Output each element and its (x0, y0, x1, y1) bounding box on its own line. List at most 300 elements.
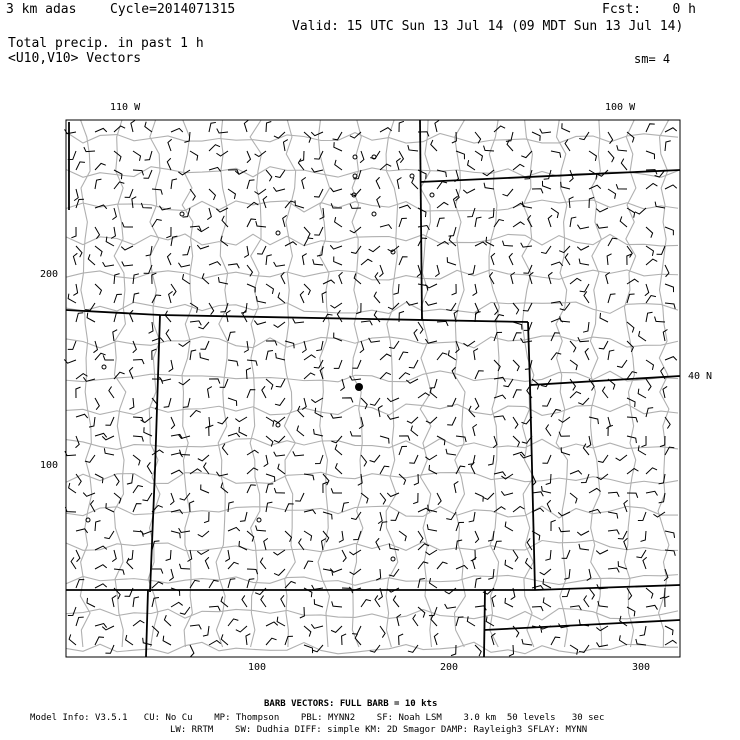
wind-barb (152, 189, 162, 195)
wind-barb (164, 615, 171, 626)
wind-barb (266, 351, 273, 360)
wind-barb (393, 284, 399, 294)
wind-barb (143, 170, 152, 178)
wind-barb (608, 350, 614, 360)
wind-barb (646, 227, 653, 238)
wind-barb (370, 398, 380, 405)
wind-barb (228, 189, 235, 199)
wind-barb (297, 426, 304, 436)
wind-barb (494, 377, 505, 381)
barb-legend: BARB VECTORS: FULL BARB = 10 kts (264, 699, 438, 709)
wind-barb (304, 355, 316, 360)
wind-barb (111, 227, 115, 238)
wind-barb (217, 129, 228, 133)
wind-barb (446, 303, 456, 311)
wind-barb (616, 184, 627, 189)
wind-barb (198, 455, 209, 461)
wind-barb (236, 626, 247, 632)
wind-barb (109, 386, 114, 398)
wind-barb (361, 398, 367, 409)
valid-time: Valid: 15 UTC Sun 13 Jul 14 (09 MDT Sun 13 Jul 14) (292, 19, 684, 34)
wind-barb (76, 550, 80, 562)
wind-barb (304, 531, 312, 541)
county-line (66, 270, 678, 280)
county-line (284, 120, 296, 647)
station-marker (276, 231, 280, 235)
wind-barb (434, 633, 438, 645)
wind-barb (209, 580, 219, 588)
wind-barb (513, 360, 519, 371)
wind-barb (311, 168, 323, 172)
wind-barb (228, 264, 239, 268)
wind-barb (430, 388, 437, 398)
wind-barb (551, 262, 563, 266)
wind-barb (266, 638, 277, 645)
wind-barb (380, 493, 386, 504)
latitude-label-40n: 40 N (688, 371, 713, 382)
wind-barb (380, 164, 391, 170)
wind-barb (171, 470, 183, 474)
wind-barb (646, 491, 658, 495)
wind-barb (122, 261, 133, 265)
wind-barb (353, 531, 361, 540)
wind-barb (102, 626, 114, 630)
wind-barb (95, 163, 106, 170)
county-line (318, 120, 330, 647)
wind-barb (437, 218, 445, 227)
wind-barb (314, 599, 323, 607)
wind-barb (164, 398, 171, 407)
field-title: Total precip. in past 1 h (8, 36, 204, 51)
wind-barb (73, 284, 77, 295)
wind-barb (314, 227, 323, 235)
wind-barb (285, 581, 296, 588)
wind-barb (76, 313, 83, 322)
wind-barb (585, 348, 589, 360)
wind-barb (302, 177, 306, 189)
wind-barb (228, 562, 239, 569)
wind-barb (399, 436, 410, 441)
wind-barb (543, 597, 551, 607)
wind-barb (247, 468, 258, 474)
wind-barb (283, 140, 287, 151)
wind-barb (583, 322, 589, 332)
wind-barb (247, 569, 258, 574)
wind-barb (619, 635, 627, 645)
wind-barb (577, 225, 589, 229)
wind-barb (179, 379, 190, 385)
wind-barb (335, 217, 342, 227)
wind-barb (399, 531, 406, 541)
state-line (484, 590, 485, 657)
wind-barb (607, 254, 611, 265)
wind-barb (475, 578, 481, 588)
wind-barb (665, 141, 671, 151)
wind-barb (551, 333, 560, 341)
wind-barb (300, 291, 304, 303)
wind-barb (494, 416, 505, 420)
wind-barb (551, 637, 560, 645)
forecast-hour: Fcst: 0 h (602, 2, 696, 17)
wind-barb (235, 417, 247, 422)
cycle-label: Cycle=2014071315 (110, 2, 236, 17)
wind-barb (311, 132, 323, 136)
wind-barb (65, 507, 76, 512)
wind-barb (275, 398, 285, 405)
wind-barb (391, 512, 399, 520)
wind-barb (91, 500, 95, 512)
wind-barb (378, 512, 382, 524)
wind-barb (418, 531, 423, 543)
county-line (489, 120, 499, 647)
wind-barb (589, 151, 596, 161)
wind-barb (408, 145, 418, 151)
wind-barb (627, 279, 639, 284)
wind-barb (334, 360, 342, 368)
wind-barb (114, 493, 121, 504)
wind-barb (304, 373, 315, 379)
wind-barb (646, 312, 653, 322)
wind-barb (228, 360, 238, 366)
wind-barb (76, 387, 81, 398)
wind-barb (532, 492, 543, 496)
city-dot (355, 383, 363, 391)
wind-barb (171, 179, 177, 189)
wind-barb (513, 436, 519, 447)
wind-barb (71, 227, 76, 238)
wind-barb (179, 564, 190, 569)
wind-barb (68, 341, 76, 349)
wind-barb (204, 463, 209, 474)
wind-barb (266, 255, 272, 265)
wind-barb (125, 189, 133, 197)
wind-barb (256, 296, 266, 303)
wind-barb (225, 550, 229, 561)
wind-barb (587, 436, 591, 448)
wind-barb (149, 322, 153, 333)
wind-barb (200, 341, 209, 349)
wind-barb (407, 417, 418, 423)
wind-barb (254, 321, 266, 325)
model-info-line2: LW: RRTM SW: Dudhia DIFF: simple KM: 2D Smagor DAMP: Rayleigh3 SFLAY: MYNN (170, 725, 588, 735)
wind-barb (76, 162, 85, 170)
wind-barb (503, 189, 513, 196)
wind-barb (570, 379, 575, 390)
wind-barb (425, 301, 437, 305)
wind-barb (456, 522, 464, 531)
wind-barb (247, 579, 254, 588)
county-line (182, 120, 193, 647)
wind-barb (266, 484, 273, 493)
wind-barb (369, 246, 380, 252)
wind-barb (468, 160, 475, 170)
wind-barb (190, 625, 201, 629)
state-line (146, 590, 148, 657)
wind-barb (293, 451, 304, 455)
wind-barb (166, 227, 171, 238)
wind-barb (339, 272, 343, 284)
wind-barb (228, 502, 234, 512)
wind-barb (376, 177, 380, 189)
wind-barb (266, 284, 273, 294)
wind-barb (180, 607, 190, 614)
wind-barb (488, 569, 494, 579)
wind-barb (167, 253, 171, 265)
wind-barb (489, 208, 494, 218)
wind-barb (526, 558, 532, 569)
wind-barb (114, 313, 121, 322)
wind-barb (449, 227, 456, 236)
wind-barb (437, 182, 447, 189)
wind-barb (165, 311, 171, 322)
wind-barb (266, 170, 272, 181)
wind-barb (334, 257, 342, 265)
wind-barb (255, 588, 266, 595)
county-line (66, 132, 678, 143)
wind-barb (95, 624, 107, 628)
wind-barb (570, 471, 582, 475)
wind-barb (95, 433, 107, 437)
wind-barb (492, 595, 496, 607)
wind-barb (608, 512, 618, 519)
wind-barb (293, 319, 304, 323)
wind-barb (513, 550, 518, 562)
wind-barb (540, 129, 551, 133)
wind-barb (360, 151, 364, 163)
wind-barb (545, 550, 551, 560)
wind-barb (505, 560, 513, 569)
wind-barb (665, 128, 677, 132)
wind-barb (114, 474, 119, 486)
wind-barb (257, 246, 266, 254)
wind-barb (216, 151, 228, 156)
wind-barb (133, 274, 139, 284)
wind-barb (274, 452, 285, 456)
wind-barb (616, 455, 627, 461)
wind-barb (375, 595, 380, 607)
wind-barb (112, 208, 116, 220)
wind-barb (608, 189, 616, 199)
wind-barb (437, 353, 447, 360)
wind-barb (370, 455, 380, 462)
wind-barb (103, 262, 114, 266)
county-line (522, 120, 534, 647)
county-line (658, 120, 669, 647)
wind-barb (665, 626, 673, 635)
wind-barb (330, 188, 342, 192)
wind-barb (266, 341, 277, 346)
wind-barb (228, 527, 240, 531)
wind-barb (133, 151, 141, 161)
wind-barb (256, 526, 266, 531)
wind-barb (276, 353, 285, 360)
wind-barb (494, 303, 498, 315)
wind-barb (646, 124, 655, 132)
wind-barb (474, 349, 478, 360)
wind-barb (152, 295, 161, 303)
wind-barb (133, 455, 140, 465)
wind-barb (589, 488, 601, 493)
wind-barb (387, 493, 399, 497)
wind-barb (435, 265, 439, 277)
wind-barb (264, 538, 268, 550)
wind-barb (597, 642, 608, 646)
wind-barb (339, 531, 343, 542)
wind-barb (350, 204, 361, 209)
wind-barb (315, 455, 323, 464)
wind-barb (247, 531, 254, 542)
wind-barb (579, 544, 589, 550)
wind-barb (502, 241, 513, 246)
wind-barb (617, 145, 627, 151)
wind-barb (627, 493, 638, 498)
wind-barb (274, 262, 285, 266)
wind-barb (448, 350, 456, 360)
wind-barb (437, 493, 441, 505)
wind-barb (475, 531, 479, 543)
wind-barb (71, 557, 76, 569)
wind-barb (335, 463, 342, 474)
wind-barb (409, 455, 418, 463)
x-tick-200: 200 (440, 662, 459, 673)
wind-barb (376, 569, 381, 580)
wind-barb (546, 424, 551, 436)
wind-barb (169, 291, 173, 303)
wind-barb (105, 645, 114, 653)
wind-barb (129, 310, 133, 322)
wind-barb (87, 598, 95, 607)
wind-barb (646, 246, 653, 256)
wind-barb (451, 645, 456, 656)
x-tick-100: 100 (248, 662, 267, 673)
station-marker (180, 212, 184, 216)
wind-barb (513, 222, 525, 227)
wind-barb (507, 140, 513, 151)
wind-barb (589, 197, 594, 208)
wind-barb (260, 558, 266, 569)
wind-barb (413, 493, 418, 504)
state-line (66, 310, 528, 322)
station-marker (102, 365, 106, 369)
county-line (66, 506, 678, 518)
wind-barb (132, 197, 136, 208)
wind-barb (520, 454, 532, 458)
wind-barb (494, 472, 506, 476)
wind-barb (246, 634, 250, 645)
station-marker (430, 193, 434, 197)
wind-barb (399, 474, 406, 485)
wind-barb (133, 417, 143, 422)
wind-barb (646, 296, 656, 303)
wind-barb (596, 208, 608, 212)
wind-barb (513, 506, 524, 512)
wind-barb (228, 398, 237, 406)
wind-barb (505, 522, 513, 531)
wind-barb (201, 485, 209, 493)
wind-barb (337, 310, 342, 322)
wind-barb (76, 414, 88, 418)
wind-barb (361, 600, 371, 607)
wind-barb (475, 217, 481, 227)
wind-barb (551, 353, 561, 360)
wind-barb (87, 313, 95, 322)
wind-barb (114, 294, 122, 303)
wind-barb (84, 147, 95, 152)
wind-barb (475, 371, 484, 379)
wind-barb (171, 128, 183, 132)
wind-barb (145, 151, 152, 160)
wind-barb (266, 622, 278, 626)
wind-barb (222, 444, 228, 455)
wind-barb (273, 187, 285, 191)
wind-barb (180, 493, 190, 500)
wind-barb (190, 580, 200, 588)
wind-barb (209, 262, 221, 266)
county-line (66, 200, 678, 212)
wind-barb (589, 185, 601, 189)
wind-barb (93, 341, 97, 353)
wind-barb (278, 293, 285, 303)
wind-barb (560, 316, 570, 322)
wind-barb (399, 151, 403, 163)
wind-barb (374, 292, 380, 303)
wind-barb (447, 417, 456, 425)
wind-barb (513, 390, 522, 398)
wind-barb (152, 219, 162, 227)
wind-barb (657, 246, 665, 254)
wind-barb (454, 481, 458, 493)
wind-barb (635, 208, 646, 214)
wind-barb (95, 584, 107, 588)
wind-barb (596, 550, 608, 554)
wind-barb (276, 379, 285, 387)
wind-barb (589, 588, 594, 599)
wind-barb (228, 579, 235, 588)
wind-barb (350, 569, 361, 575)
wind-barb (266, 417, 274, 427)
wind-barb (228, 619, 238, 626)
state-line (420, 120, 422, 320)
wind-barb (244, 246, 248, 257)
wind-barb (655, 202, 665, 208)
wind-barb (665, 357, 677, 361)
wind-barb (646, 379, 651, 391)
wind-barb (437, 321, 448, 326)
wind-barb (133, 597, 139, 607)
wind-barb (168, 139, 172, 151)
wind-barb (190, 645, 194, 657)
wind-barb (314, 151, 323, 159)
model-name: 3 km adas (6, 2, 77, 17)
wind-barb (190, 350, 196, 360)
wind-barb (95, 398, 99, 410)
wind-barb (76, 246, 82, 257)
wind-barb (584, 595, 589, 607)
wind-barb (275, 170, 285, 177)
wind-barb (166, 550, 171, 560)
wind-barb (121, 246, 133, 250)
wind-barb (427, 524, 437, 531)
wind-barb (608, 151, 614, 162)
wind-barb (429, 379, 437, 388)
wind-barb (663, 386, 667, 398)
wind-barb (95, 284, 101, 295)
wind-barb (565, 253, 570, 265)
wind-barb (69, 483, 76, 493)
wind-barb (532, 132, 540, 141)
wind-barb (133, 341, 137, 353)
wind-barb (521, 151, 532, 158)
